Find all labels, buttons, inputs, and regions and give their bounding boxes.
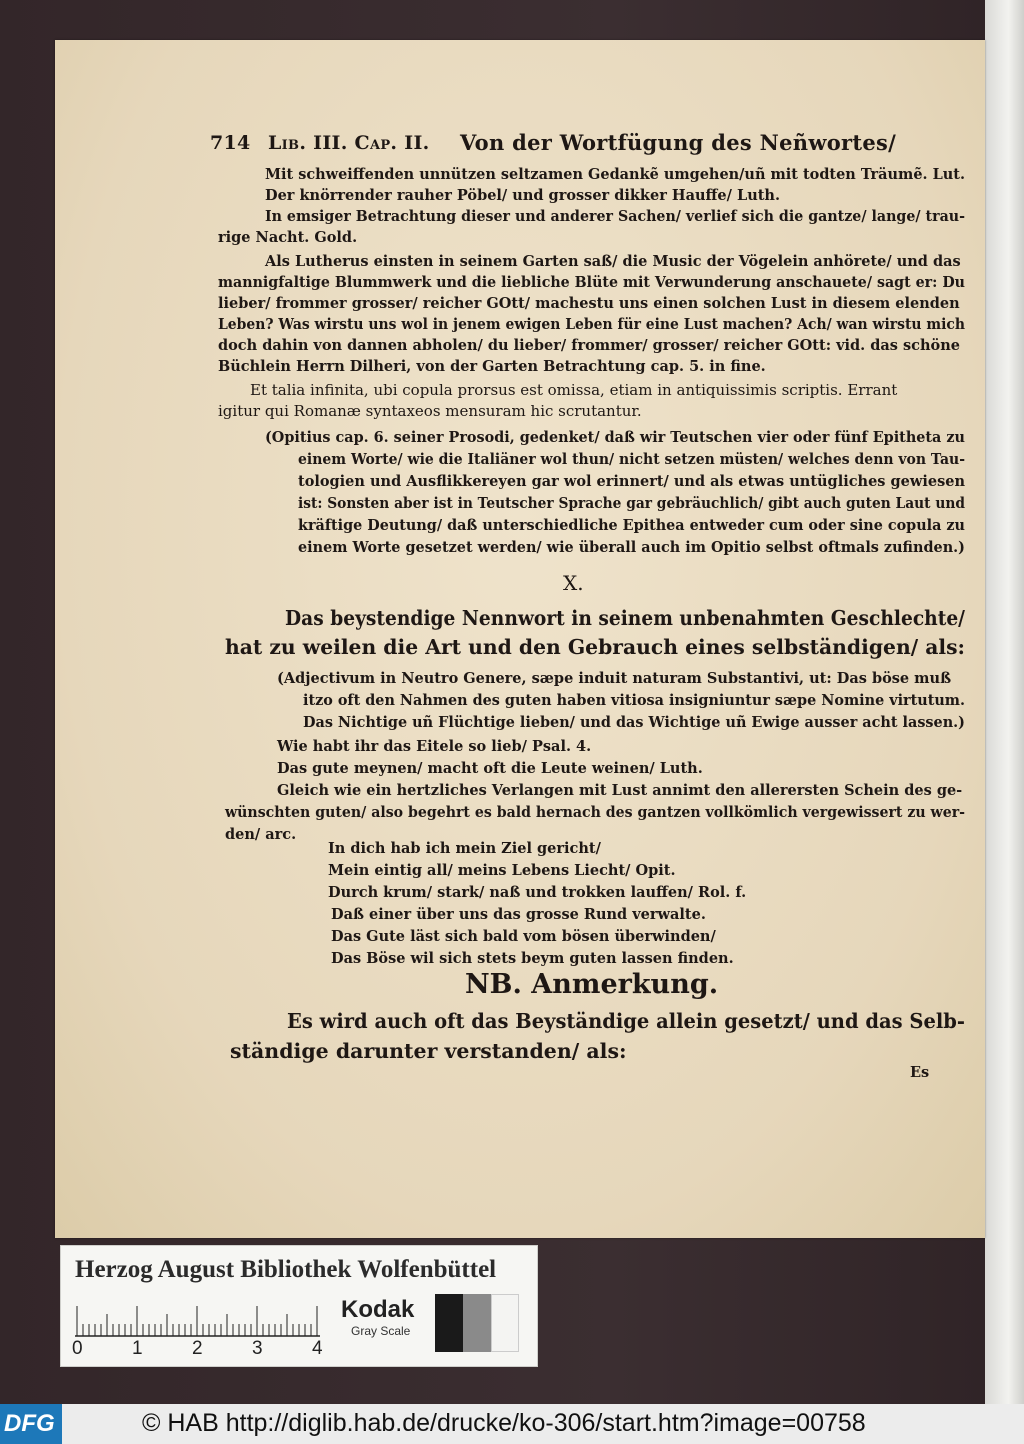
page-number: 714 [210, 132, 251, 154]
text-line: doch dahin von dannen abholen/ du lieber/ frommer/ grosser/ reicher GOtt: vid. das schöne [218, 337, 960, 354]
ruler-label: 1 [132, 1338, 143, 1359]
text-line: den/ arc. [225, 826, 297, 843]
text-line: Leben? Was wirstu uns wol in jenem ewigen Leben für eine Lust machen? Ach/ wan wirstu mich [218, 316, 965, 333]
text-line: Als Lutherus einsten in seinem Garten saß/ die Music der Vögelein anhörete/ und das [265, 253, 961, 270]
latin-line: igitur qui Romanæ syntaxeos mensuram hic scrutantur. [218, 402, 642, 420]
ruler-scale [75, 1298, 375, 1338]
text-line: mannigfaltige Blummwerk und die liebliche Blüte mit Verwunderung anschauete/ sagt er: Du [218, 274, 965, 291]
library-scale-card [60, 1245, 538, 1367]
note-text: Es wird auch oft das Beyständige allein gesetzt/ und das Selb- [287, 1009, 965, 1033]
text-line: tologien und Ausflikkereyen gar wol erinnert/ und als etwas untügliches gewiesen [298, 473, 965, 490]
gray-swatch [463, 1294, 491, 1352]
text-line: lieber/ frommer grosser/ reicher GOtt/ machestu uns einen solchen Lust in diesem elenden [218, 295, 960, 312]
ruler-label: 4 [312, 1338, 323, 1359]
text-line: Büchlein Herrn Dilheri, von der Garten Betrachtung cap. 5. in fine. [218, 358, 766, 375]
ruler-labels [72, 1338, 375, 1362]
verse-line: Das Böse wil sich stets beym guten lassen finden. [331, 950, 734, 967]
book-chapter: Lib. III. Cap. II. [268, 132, 430, 154]
text-line: Das gute meynen/ macht oft die Leute weinen/ Luth. [277, 760, 703, 777]
section-heading: Das beystendige Nennwort in seinem unbenahmten Geschlechte/ [285, 606, 965, 630]
white-swatch [491, 1294, 519, 1352]
verse-line: In dich hab ich mein Ziel gericht/ [328, 840, 601, 857]
text-line: ist: Sonsten aber ist in Teutscher Sprache gar gebräuchlich/ gibt auch guten Laut und [298, 495, 965, 512]
text-line: In emsiger Betrachtung dieser und anderer Sachen/ verlief sich die gantze/ lange/ trau- [265, 208, 965, 225]
text-line: einem Worte/ wie die Italiäner wol thun/ nicht setzen müsten/ welches denn von Tau- [298, 451, 965, 468]
ruler-label: 3 [252, 1338, 263, 1359]
text-line: einem Worte gesetzet werden/ wie überall auch im Opitio selbst oftmals zufinden.) [298, 539, 965, 556]
dfg-logo[interactable] [0, 1404, 62, 1444]
text-line: wünschten guten/ also begehrt es bald hernach des gantzen vollkömlich vergewissert zu wer- [225, 804, 965, 821]
copyright-link[interactable]: © HAB http://diglib.hab.de/drucke/ko-306/start.htm?image=00758 [142, 1409, 866, 1437]
section-number: X. [563, 571, 584, 595]
verse-line: Durch krum/ stark/ naß und trokken lauffen/ Rol. f. [328, 884, 747, 901]
text-line: (Adjectivum in Neutro Genere, sæpe induit naturam Substantivi, ut: Das böse muß [277, 670, 952, 687]
text-line: itzo oft den Nahmen des guten haben vitiosa insigniuntur sæpe Nomine virtutum. [303, 692, 965, 709]
catchword: Es [910, 1064, 930, 1081]
running-title: Von der Wortfügung des Neñwortes/ [460, 130, 897, 155]
text-line: kräftige Deutung/ daß unterschiedliche Epithea entweder cum oder sine copula zu [298, 517, 965, 534]
adjacent-page-edge [985, 0, 1024, 1404]
dfg-logo-text: DFG [4, 1410, 55, 1437]
gray-scale-swatches [435, 1294, 519, 1352]
text-line: Das Nichtige uñ Flüchtige lieben/ und das Wichtige uñ Ewige ausser acht lassen.) [303, 714, 965, 731]
ruler-label: 2 [192, 1338, 203, 1359]
text-line: (Opitius cap. 6. seiner Prosodi, gedenket/ daß wir Teutschen vier oder fünf Epitheta zu [265, 429, 965, 446]
section-heading: hat zu weilen die Art und den Gebrauch eines selbständigen/ als: [225, 635, 965, 659]
latin-line: Et talia infinita, ubi copula prorsus est omissa, etiam in antiquissimis scriptis. Errant [250, 381, 898, 399]
kodak-subtitle: Gray Scale [351, 1324, 411, 1338]
ruler-label: 0 [72, 1338, 83, 1359]
footer-bar [0, 1404, 1024, 1444]
verse-line: Mein eintig all/ meins Lebens Liecht/ Opit. [328, 862, 676, 879]
verse-line: Daß einer über uns das grosse Rund verwalte. [331, 906, 706, 923]
black-swatch [435, 1294, 463, 1352]
text-line: rige Nacht. Gold. [218, 229, 358, 246]
kodak-logo: Kodak [341, 1296, 415, 1323]
text-line: Gleich wie ein hertzliches Verlangen mit Lust annimt den allerersten Schein des ge- [277, 782, 963, 799]
note-heading: NB. Anmerkung. [465, 969, 719, 1000]
book-page [55, 40, 985, 1238]
text-line: Der knörrender rauher Pöbel/ und grosser dikker Hauffe/ Luth. [265, 187, 781, 204]
text-line: Mit schweiffenden unnützen seltzamen Gedankẽ umgehen/uñ mit todten Träumẽ. Lut. [265, 166, 965, 183]
note-text: ständige darunter verstanden/ als: [230, 1039, 627, 1063]
verse-line: Das Gute läst sich bald vom bösen überwinden/ [331, 928, 716, 945]
library-name: Herzog August Bibliothek Wolfenbüttel [75, 1256, 497, 1283]
text-line: Wie habt ihr das Eitele so lieb/ Psal. 4. [277, 738, 592, 755]
